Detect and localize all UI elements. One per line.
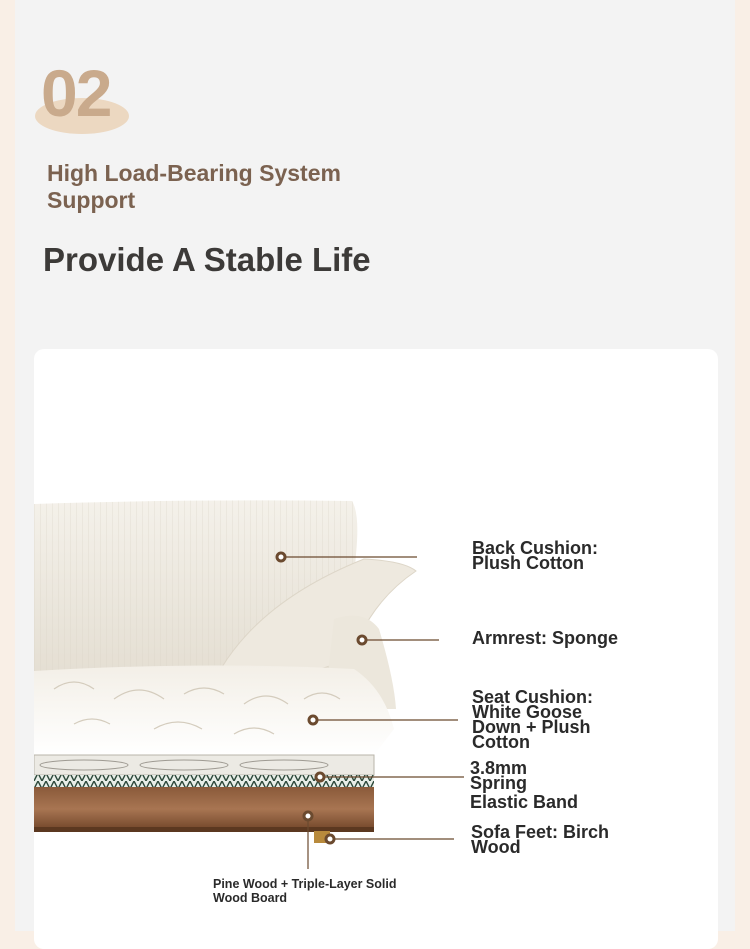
sofa-feet-dot bbox=[326, 835, 334, 843]
back-cushion-dot bbox=[277, 553, 285, 561]
spring-layer-shape bbox=[34, 755, 374, 775]
label-elastic-band: Elastic Band bbox=[470, 792, 579, 812]
label-seat-cushion: Seat Cushion: White Goose Down + Plush Cotton bbox=[472, 687, 594, 752]
spring-dot bbox=[316, 773, 324, 781]
seat-cushion-shape bbox=[34, 665, 394, 755]
label-armrest: Armrest: Sponge bbox=[472, 628, 619, 648]
label-sofa-feet: Sofa Feet: Birch Wood bbox=[471, 822, 610, 857]
label-base-board: Pine Wood + Triple-Layer Solid Wood Board bbox=[213, 877, 397, 905]
base-board-dot bbox=[304, 812, 312, 820]
section-subtitle: High Load-Bearing System Support bbox=[47, 160, 341, 213]
sofa-cross-section-illustration bbox=[34, 349, 718, 949]
label-back-cushion: Back Cushion: Plush Cotton bbox=[472, 538, 599, 573]
armrest-dot bbox=[358, 636, 366, 644]
section-headline: Provide A Stable Life bbox=[43, 241, 371, 278]
sofa-structure-card bbox=[34, 349, 718, 949]
label-spring: 3.8mm Spring bbox=[470, 758, 528, 793]
wood-base-shape bbox=[34, 787, 374, 831]
section-number: 02 bbox=[41, 56, 111, 130]
seat-cushion-dot bbox=[309, 716, 317, 724]
